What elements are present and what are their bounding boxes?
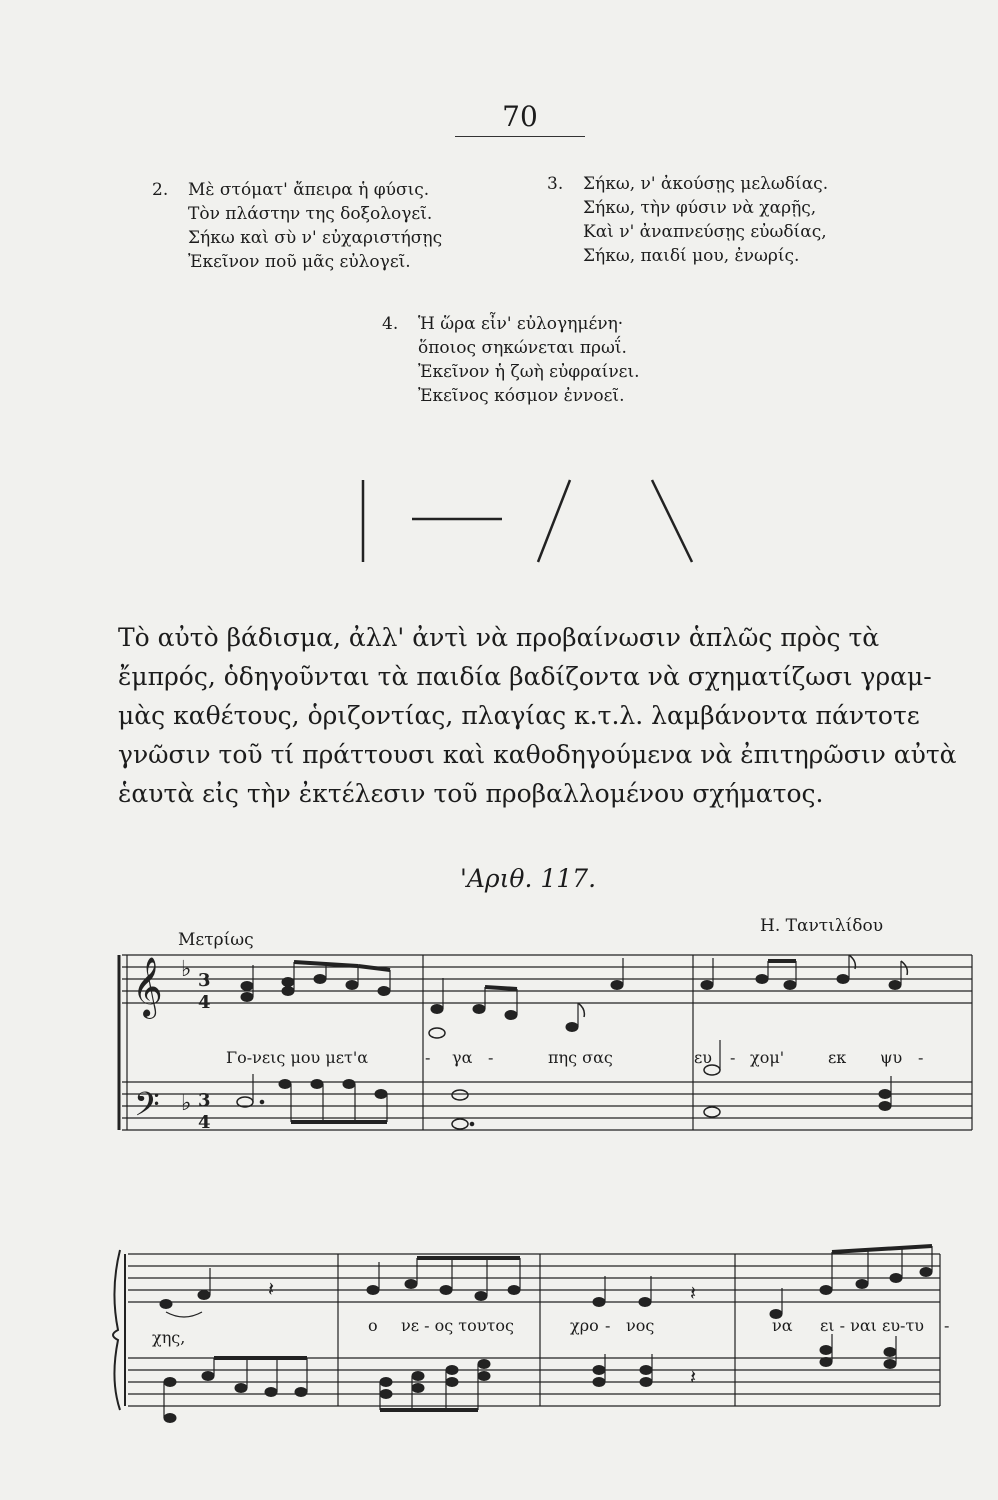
lyric-syllable: - xyxy=(944,1316,950,1335)
stanza-line: Σήκω, παιδί μου, ἐνωρίς. xyxy=(583,246,800,266)
bass-staff-2 xyxy=(128,1358,940,1406)
paragraph-line: ἑαυτὰ εἰς τὴν ἐκτέλεσιν τοῦ προβαλλομένου σχήματος. xyxy=(118,779,824,808)
stanza-line: Ἐκεῖνον ποῦ μᾶς εὐλογεῖ. xyxy=(188,252,411,272)
stanza-line: Σήκω, ν' ἀκούσῃς μελωδίας. xyxy=(583,174,829,194)
quarter-chord xyxy=(884,1336,896,1369)
lyric-syllable: χρο xyxy=(570,1316,599,1335)
dotted-half-note xyxy=(237,1074,264,1107)
lyric-syllable: νε - ος τουτος xyxy=(401,1316,514,1335)
quarter-rest: 𝄽 xyxy=(690,1281,697,1305)
quarter-chord xyxy=(820,1334,832,1367)
lyric-syllable: - xyxy=(918,1048,924,1067)
time-sig-top: 3 xyxy=(198,1090,211,1111)
lyric-syllable: χομ' xyxy=(750,1048,785,1067)
lyric-syllable: εκ xyxy=(828,1048,847,1067)
quarter-rest: 𝄽 xyxy=(690,1365,697,1389)
lyric-syllable: γα xyxy=(452,1048,473,1067)
page-number: 70 xyxy=(502,100,538,133)
beamed-notes xyxy=(405,1258,520,1301)
note-chord xyxy=(429,978,445,1038)
stanza-line: Καὶ ν' ἀναπνεύσῃς εὐωδίας, xyxy=(583,222,827,242)
quarter-chord xyxy=(640,1354,652,1387)
paragraph-line: γνῶσιν τοῦ τί πράττουσι καὶ καθοδηγούμενα νὰ ἐπιτηρῶσιν αὐτὰ xyxy=(118,740,957,769)
lyric-syllable: να xyxy=(772,1316,793,1335)
quarter-chord xyxy=(879,1076,891,1111)
lyric-syllable: ει - ναι ευ-τυ xyxy=(820,1316,925,1335)
quarter-note xyxy=(770,1288,782,1319)
stanza-number: 2. xyxy=(152,180,169,200)
treble-staff-2 xyxy=(128,1254,940,1302)
quarter-note xyxy=(611,958,623,990)
stanza-number: 4. xyxy=(382,314,399,334)
beamed-notes xyxy=(202,1358,307,1397)
time-sig-top: 3 xyxy=(198,970,211,991)
lyric-syllable: - xyxy=(425,1048,431,1067)
lyric-syllable: - xyxy=(488,1048,494,1067)
flat-sign: ♭ xyxy=(181,957,192,982)
song-title: 'Αριθ. 117. xyxy=(460,864,597,893)
lyric-syllable: νος xyxy=(626,1316,655,1335)
stanza-line: ὅποιος σηκώνεται πρωΐ. xyxy=(418,338,627,358)
lyric-syllable: ευ xyxy=(694,1048,713,1067)
eighth-note xyxy=(889,961,907,990)
lyric-syllable: ψυ xyxy=(880,1048,903,1067)
quarter-note xyxy=(639,1276,651,1307)
tied-notes xyxy=(756,961,796,990)
paragraph-line: ἔμπρός, ὁδηγοῦνται τὰ παιδία βαδίζοντα νὰ σχηματίζωσι γραμ- xyxy=(118,662,932,691)
quarter-rest: 𝄽 xyxy=(268,1277,275,1301)
quarter-chord xyxy=(593,1354,605,1387)
treble-clef: 𝄞 xyxy=(132,957,163,1017)
note-chord xyxy=(241,965,253,1002)
flat-sign: ♭ xyxy=(181,1091,192,1116)
quarter-note xyxy=(593,1276,605,1307)
tempo-marking: Μετρίως xyxy=(178,930,254,950)
lyric-syllable: ο xyxy=(368,1316,378,1335)
quarter-note xyxy=(701,958,713,990)
composer-name: Η. Ταντιλίδου xyxy=(760,916,884,936)
stanza-line: Ἐκεῖνον ἡ ζωὴ εὐφραίνει. xyxy=(418,362,640,382)
brace xyxy=(113,1250,120,1410)
stanza-line: Σήκω καὶ σὺ ν' εὐχαριστήσῃς xyxy=(188,228,443,248)
lyric-syllable: Γο-νεις μου μετ'α xyxy=(226,1048,369,1067)
stanza-line: Τὸν πλάστην της δοξολογεῖ. xyxy=(188,204,433,224)
dotted-half-chord xyxy=(452,1090,474,1129)
stanza-line: Σήκω, τὴν φύσιν νὰ χαρῇς, xyxy=(583,198,817,218)
eighth-note xyxy=(566,1003,584,1032)
tied-chord xyxy=(164,1378,176,1423)
stanza-number: 3. xyxy=(547,174,564,194)
bass-clef: 𝄢 xyxy=(134,1086,160,1132)
time-sig-bottom: 4 xyxy=(198,992,211,1013)
stanza-line: Μὲ στόματ' ἄπειρα ἡ φύσις. xyxy=(188,180,430,200)
lyric-syllable: πης σας xyxy=(548,1048,613,1067)
tied-notes xyxy=(160,1268,210,1317)
stanza-line: Ἡ ὥρα εἶν' εὐλογημένη· xyxy=(418,314,624,334)
lyric-syllable: χης, xyxy=(152,1328,186,1347)
beamed-notes xyxy=(279,1080,387,1123)
paragraph-line: Τὸ αὐτὸ βάδισμα, ἀλλ' ἀντὶ νὰ προβαίνωσιν ἁπλῶς πρὸς τὰ xyxy=(118,623,880,652)
beamed-chords xyxy=(380,1360,490,1411)
beamed-notes xyxy=(820,1246,932,1295)
paragraph-line: μὰς καθέτους, ὁριζοντίας, πλαγίας κ.τ.λ. λαμβάνοντα πάντοτε xyxy=(118,701,920,730)
lyric-syllable: - xyxy=(605,1316,611,1335)
lyric-syllable: - xyxy=(730,1048,736,1067)
time-sig-bottom: 4 xyxy=(198,1112,211,1133)
stanza-line: Ἐκεῖνος κόσμον ἐννοεῖ. xyxy=(418,386,625,406)
